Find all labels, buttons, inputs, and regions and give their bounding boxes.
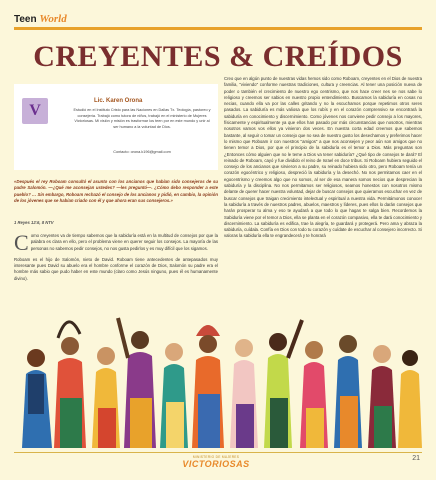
scripture-reference: 1 Reyes 12:6, 8 NTV bbox=[14, 220, 54, 225]
author-card bbox=[14, 84, 218, 170]
woman-figure-5 bbox=[160, 343, 188, 448]
author-photo-logo bbox=[22, 98, 48, 124]
author-bio: Estudió en el Instituto Cristo para las Naciones en Dallas Tx. Teología, pastoreo y consejería. Trabajó como tutora de niños, trabajó en el ministerio de Mujeres Victoriosas. Mi visión y misión es trasformar los teen por en este mundo y unir al ser humano a la voluntad de Dios. bbox=[73, 108, 211, 129]
section-label-prefix: Teen bbox=[14, 14, 37, 25]
author-name: Lic. Karen Orona bbox=[94, 98, 143, 104]
footer-tagline: MINISTERIO DE MUJERES bbox=[192, 455, 240, 459]
woman-figure-9 bbox=[300, 341, 328, 448]
woman-figure-1 bbox=[22, 349, 52, 448]
scripture-quote: «Después el rey Roboam consultó el asunto con los ancianos que habían sido consejeros de su padre Salomón. —¿Qué me aconsejan ustedes? —les preguntó—. ¿Cómo debo responder a este pueblo? … Sin embargo, Roboam rechazó el consejo de los ancianos y pidió, en cambio, la opinión de los jóvenes que se habían criado con él y que ahora eran sus consejeros.» bbox=[14, 179, 218, 203]
woman-figure-3 bbox=[92, 347, 120, 448]
footer-logo bbox=[176, 455, 256, 469]
author-logo-initial: V bbox=[29, 102, 41, 119]
left-paragraph-1 bbox=[14, 230, 218, 255]
woman-figure-11 bbox=[368, 345, 396, 448]
author-contact: Contacto: orona.k196@gmail.com bbox=[113, 150, 171, 154]
woman-figure-8 bbox=[264, 320, 302, 448]
page-number: 21 bbox=[412, 455, 420, 462]
drop-cap: C bbox=[14, 230, 29, 255]
woman-figure-10 bbox=[334, 335, 362, 448]
woman-figure-12 bbox=[398, 350, 422, 448]
article-headline: CREYENTES & CREÍDOS bbox=[33, 40, 403, 73]
woman-figure-7 bbox=[230, 339, 258, 448]
left-paragraph-2: Roboam es el hijo de Salomón, nieto de David. Roboam tiene antecedentes de antepasados muy interesante pues David su abuelo era el hombre conforme el corazón de Dios, Salomón su padre era el hombre más sabio que pudo haber en este mundo (claro como Jesús ninguno, pues él es humanamente divino). bbox=[14, 256, 218, 281]
left-column-body bbox=[14, 230, 218, 287]
section-underline bbox=[14, 27, 422, 30]
section-label bbox=[14, 13, 67, 25]
left-paragraph-1-text: omo creyentes va de tiempo sabemos que la sabiduría está en la multitud de consejos por que la palabra es clara en ello, pero el problema viene en querer seguir los consejos. La mayoría de las personas no sabemos pedir consejos, no nos gusta pedirlos y es muy difícil que los sigamos. bbox=[30, 233, 218, 251]
section-label-highlight: World bbox=[39, 13, 67, 25]
right-column-body: Creo que en algún punto de nuestras vidas hemos sido como Roboam, creyentes en el Dios de nuestra familia, "viviendo" conforme nuestras tradiciones, cultura y creencias. Al tener una posición nueva de poder o también el crecimiento de nuestro ego centrismo, que nos hace creer nes se nos sabe lo religioso y creemos ser sabios en nuestro propio entendimiento. Buscamos la sabiduría en cosas no necias, cuando ella va por las calles gritando y no la escuchamos porque repetimos otros seres pasados. La sabiduría es más valiosa que los rubís y en el corazón comprensivo se encontrará la sabiduría en conocimiento y discernimiento. Como jóvenes nos conviene pedir consejo a los mayores, físicamente y espiritualmente ya que ellos han pasado por más circunstancias que nosotros, mientras nosotros vamos vos ellos ya vinieron dos veces. En nuestra corta edad creemos que sabemos bastante, al seguir o tomar un consejo que no sea de nuestro gusto los desechamos y preferimos hacer lo mismo que Roboam ir con nuestros "amigos" a que nos aconsejen y peor aún son amigos que no tienen temor a Dios, por que el principio de la sabiduría es el temor a Dios. Más preguntas son ¿Entonces cómo alguien que no le teme a Dios va tener sabiduría? ¿Qué tipo de consejos te dará? El reinado de Roboam, cayó y fue dividido el reino de Israel en doce tribus. Si Roboam hubiera seguido el consejo de los ancianos que sirvieron a su padre, su reinado hubiera sido otro, pero Roboam tenía un corazón egocéntrico y religioso, despreció la sabiduría y la desechó. No nos permitamos caer en el egocentrismo y creemos algo que no somos, al ser de esa manera somos necios que desprecian la sabiduría y la disciplina. No nos permitamos ser religiosos, seamos honestos con nosotros mismo delante de querer hacer nuestra voluntad, dejar de buscar consejos que quieramos escuchar en vez de buscar consejos que traigan crecimiento intelectual y espiritual a nuestra vida. Permitámonos conocer la sabiduría a través de nuestros padres, abuelos, maestros y líderes, pues ellos lo darán consejos que harán prosperar tu alma y eso te ayudará a que todo lo que hagas te salga bien. Recordemos la Sabiduría viene por el temor a Dios, ella se planta en el corazón compasivo, ella te dará conocimiento y discernimiento. La sabiduría es edifica, trae la alegría, te guardará y protegerá. Pero ama y abraza la sabiduría, cuídala. Confía en Dios con todo tu corazón y cuídate de escuchar al consejero incorrecto. Si valoras la sabiduría ella te engrandecerá y te honrará bbox=[224, 76, 422, 239]
footer-rule bbox=[14, 452, 422, 453]
woman-figure-2 bbox=[54, 322, 86, 448]
footer-brand: VICTORIOSAS bbox=[182, 459, 250, 469]
woman-figure-4 bbox=[118, 318, 156, 448]
woman-figure-6 bbox=[192, 325, 224, 448]
diverse-women-illustration bbox=[18, 298, 422, 450]
